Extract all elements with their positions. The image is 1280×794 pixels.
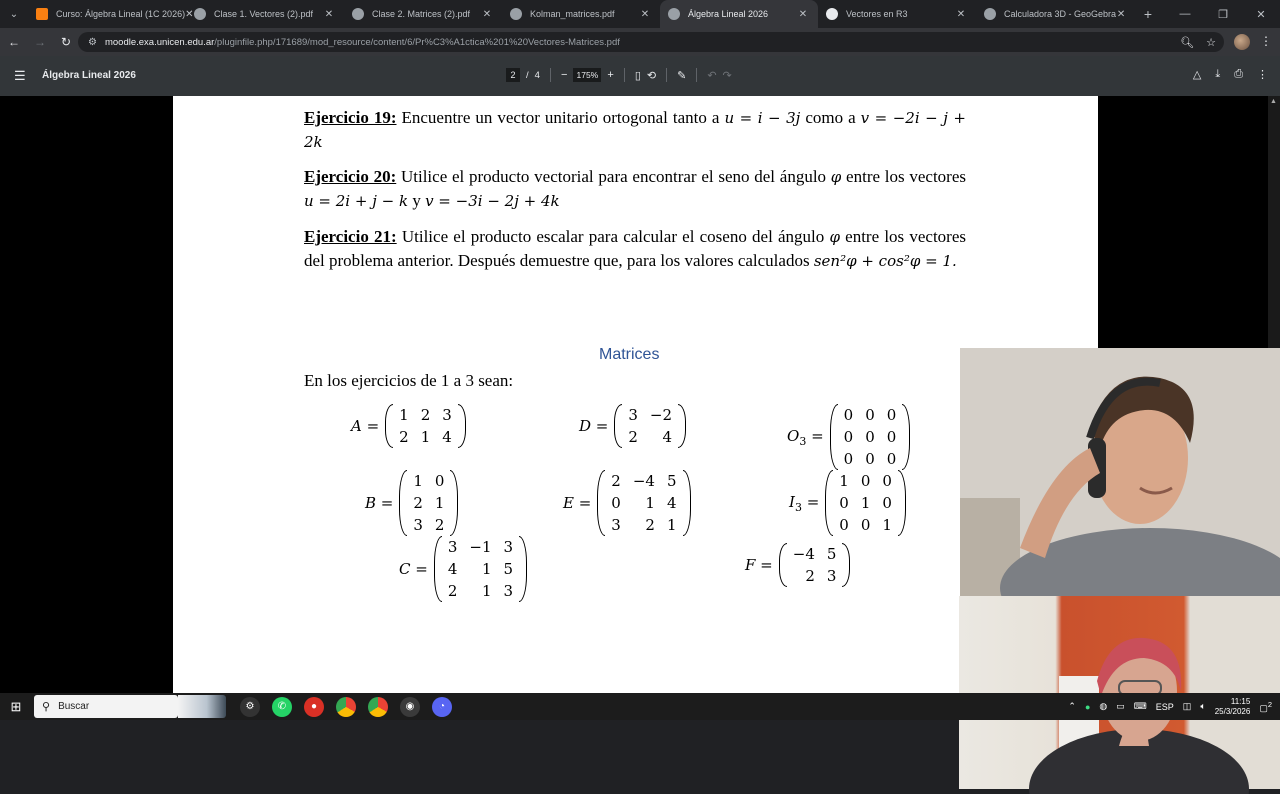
fit-page-icon[interactable]: ▯ — [634, 69, 641, 82]
window-controls — [1166, 0, 1280, 28]
exercise-text: Utilice el producto vectorial para encontrar el seno del ángulo — [396, 167, 831, 186]
matrix-name — [745, 556, 773, 574]
exercise-text: como a — [800, 108, 861, 127]
matrix-cell: 2 — [434, 516, 445, 534]
browser-tab[interactable] — [186, 0, 344, 28]
tab-close-icon[interactable]: ✕ — [185, 8, 194, 20]
matrix-cell: 4 — [666, 494, 677, 512]
pdf-title: Álgebra Lineal 2026 — [42, 70, 136, 81]
matrix-b — [365, 470, 458, 536]
matrix-row — [787, 565, 843, 587]
matrix-cell: 3 — [447, 538, 458, 556]
matrix-label: I — [789, 492, 795, 511]
matrix-label: O — [787, 426, 800, 445]
rotate-icon[interactable]: ⟲ — [646, 69, 657, 82]
matrix-cell: 1 — [645, 494, 655, 512]
section-intro: En los ejercicios de 1 a 3 sean: — [304, 371, 514, 390]
angle-symbol: φ — [829, 228, 840, 246]
tab-title: Vectores en R3 — [846, 9, 908, 19]
matrix-cell: 5 — [503, 560, 514, 578]
matrix-cell: 0 — [843, 406, 854, 424]
section-title: Matrices — [599, 346, 660, 363]
tab-close-icon[interactable]: ✕ — [798, 8, 808, 20]
undo-icon[interactable]: ↶ — [707, 69, 717, 82]
globe-icon — [194, 8, 206, 20]
matrix-row — [838, 426, 903, 448]
obs-icon[interactable]: ◉ — [400, 697, 420, 717]
matrix-e — [563, 470, 691, 536]
matrix-cell: 0 — [882, 472, 892, 490]
matrix-cell: −2 — [649, 406, 673, 424]
matrix-cell: 2 — [447, 582, 458, 600]
chrome-icon[interactable] — [336, 697, 356, 717]
keyboard-icon[interactable]: ⌨ — [1133, 701, 1147, 711]
right-paren — [450, 470, 458, 536]
matrix-label: F = — [745, 556, 773, 574]
left-paren — [385, 404, 393, 448]
matrix-cell: 1 — [399, 406, 409, 424]
minimize-icon[interactable]: — — [1179, 8, 1191, 20]
geogebra-icon — [826, 8, 838, 20]
matrix-cell: 1 — [481, 582, 492, 600]
divider — [696, 68, 697, 82]
network-icon[interactable]: ◫ — [1182, 701, 1192, 711]
matrix-row — [442, 580, 519, 602]
matrix-cell: 1 — [666, 516, 677, 534]
left-paren — [830, 404, 838, 470]
exercise-text: entre los vectores del problema anterior. Después demuestre que, para los valores calculados — [304, 227, 966, 270]
matrix-cell: 1 — [420, 428, 431, 446]
matrix-cell: 3 — [413, 516, 423, 534]
matrix-row — [838, 448, 903, 470]
search-icon: ⚲ — [42, 701, 51, 713]
browser-tab[interactable] — [976, 0, 1134, 28]
matrix-row — [605, 492, 682, 514]
right-paren — [902, 404, 910, 470]
matrix-cell: 2 — [805, 567, 815, 585]
matrix-cell: 0 — [843, 428, 854, 446]
matrix-cell: −4 — [792, 545, 815, 563]
profile-avatar[interactable] — [1234, 34, 1250, 50]
new-tab-button[interactable]: + — [1143, 6, 1153, 22]
matrix-cell: 2 — [611, 472, 621, 490]
windows-start-icon[interactable]: ⊞ — [10, 698, 22, 714]
matrix-row — [605, 514, 682, 536]
matrix-cell: 0 — [882, 494, 892, 512]
right-paren — [898, 470, 906, 536]
right-paren — [519, 536, 527, 602]
matrix-cell: 2 — [413, 494, 423, 512]
matrix-name — [789, 493, 819, 514]
matrix-entries — [442, 536, 519, 602]
exercise-label: Ejercicio 19: — [304, 108, 397, 127]
left-paren — [825, 470, 833, 536]
browser-tab[interactable] — [344, 0, 502, 28]
matrix-row — [833, 514, 898, 536]
exercise-text: Utilice el producto escalar para calcular el coseno del ángulo — [396, 227, 830, 246]
matrix-row — [393, 404, 458, 426]
matrix-o — [787, 404, 910, 470]
matrix-entries — [833, 470, 898, 536]
matrix-cell: 2 — [420, 406, 431, 424]
print-icon[interactable]: ⎙ — [1234, 68, 1243, 80]
close-window-icon[interactable]: ✕ — [1256, 8, 1266, 21]
redo-icon[interactable]: ↷ — [722, 69, 732, 82]
equals-sign: = — [806, 426, 824, 445]
right-paren — [678, 404, 686, 448]
matrix-label: D = — [579, 417, 609, 435]
exercise-19 — [304, 106, 966, 154]
tab-title: Kolman_matrices.pdf — [530, 9, 615, 19]
forward-icon[interactable]: → — [34, 35, 46, 49]
divider — [550, 68, 551, 82]
loading-icon — [984, 8, 996, 20]
browser-menu-icon[interactable]: ⋮ — [1260, 34, 1272, 48]
globe-icon — [352, 8, 364, 20]
url-host: moodle.exa.unicen.edu.ar — [104, 36, 215, 48]
divider — [624, 68, 625, 82]
matrix-i — [789, 470, 906, 536]
reload-icon[interactable]: ↻ — [60, 35, 72, 49]
matrix-cell: 0 — [886, 406, 897, 424]
matrix-label: E = — [563, 494, 592, 512]
matrix-subscript: 3 — [794, 500, 802, 514]
download-icon[interactable]: ⤓ — [1215, 68, 1221, 80]
matrix-cell: 0 — [843, 450, 854, 468]
matrix-cell: 0 — [886, 428, 897, 446]
matrix-name — [365, 494, 393, 512]
matrix-name — [563, 494, 591, 512]
browser-toolbar — [0, 28, 1280, 56]
matrix-cell: 5 — [826, 545, 837, 563]
matrix-cell: 3 — [628, 406, 638, 424]
matrix-cell: 2 — [399, 428, 409, 446]
globe-icon — [668, 8, 680, 20]
browser-tab[interactable] — [818, 0, 976, 28]
matrix-cell: 0 — [865, 428, 875, 446]
whatsapp-icon[interactable]: ✆ — [272, 697, 292, 717]
right-paren — [683, 470, 691, 536]
matrix-cell: 1 — [839, 472, 849, 490]
matrix-cell: 1 — [413, 472, 423, 490]
tray-chevron-icon[interactable]: ⌃ — [1068, 701, 1076, 711]
matrix-cell: 1 — [434, 494, 445, 512]
clock[interactable] — [1215, 697, 1251, 717]
restore-icon[interactable]: ❐ — [1218, 8, 1228, 21]
divider — [666, 68, 667, 82]
matrix-cell: −4 — [632, 472, 655, 490]
matrix-row — [622, 404, 678, 426]
matrix-cell: 2 — [628, 428, 638, 446]
matrix-row — [442, 536, 519, 558]
right-paren — [842, 543, 850, 587]
equals-sign: = — [801, 492, 820, 511]
matrix-cell: 1 — [882, 516, 892, 534]
recorder-icon[interactable]: ● — [304, 697, 324, 717]
tab-close-icon[interactable]: ✕ — [640, 8, 650, 20]
page-separator: / — [526, 69, 529, 81]
matrix-cell: 3 — [503, 538, 514, 556]
search-highlight-image — [178, 695, 226, 718]
matrix-cell: 0 — [865, 450, 875, 468]
left-paren — [399, 470, 407, 536]
pdf-actions — [1193, 68, 1268, 81]
matrix-row — [407, 514, 450, 536]
tab-close-icon[interactable]: ✕ — [956, 8, 966, 20]
page-number-input[interactable]: 2 — [506, 68, 520, 82]
matrix-a — [351, 404, 466, 448]
matrix-name — [351, 417, 379, 435]
matrix-entries — [605, 470, 682, 536]
tray-battery-icon[interactable]: ▭ — [1116, 701, 1125, 711]
taskbar — [0, 693, 1280, 720]
tab-title: Calculadora 3D - GeoGebra — [1004, 9, 1117, 19]
zoom-out-icon[interactable]: − — [560, 69, 568, 81]
matrix-row — [838, 404, 903, 426]
taskbar-apps — [240, 697, 452, 717]
matrix-cell: 4 — [662, 428, 673, 446]
matrix-row — [833, 470, 898, 492]
pdf-more-icon[interactable]: ⋮ — [1257, 69, 1268, 81]
right-paren — [458, 404, 466, 448]
matrix-cell: 1 — [860, 494, 871, 512]
tab-title: Curso: Álgebra Lineal (1C 2026) — [56, 9, 186, 19]
annotate-icon[interactable]: ✎ — [677, 69, 687, 82]
matrix-f — [745, 543, 850, 587]
vector-u: u = 2i + j − k — [304, 192, 409, 210]
tray-app-icon[interactable]: ◍ — [1099, 701, 1108, 711]
exercise-label: Ejercicio 20: — [304, 167, 397, 186]
zoom-input[interactable]: 175% — [573, 68, 601, 82]
exercise-20 — [304, 165, 966, 213]
url-path: /pluginfile.php/171689/mod_resource/content/6/Pr%C3%A1ctica%201%20Vectores-Matrices.pdf — [214, 36, 620, 48]
drive-icon[interactable]: △ — [1192, 69, 1202, 81]
matrix-cell: 0 — [839, 516, 849, 534]
left-paren — [434, 536, 442, 602]
matrix-row — [442, 558, 519, 580]
left-paren — [597, 470, 605, 536]
matrix-cell: 3 — [503, 582, 514, 600]
matrix-cell: 0 — [839, 494, 849, 512]
viewer-left-margin — [0, 96, 173, 693]
chrome-profile-icon[interactable] — [368, 697, 388, 717]
clock-time: 11:15 — [1230, 696, 1251, 706]
system-tray — [1068, 693, 1272, 720]
matrix-cell: 4 — [447, 560, 458, 578]
matrix-cell: 4 — [442, 428, 452, 446]
address-bar[interactable] — [78, 32, 1224, 52]
bookmark-star-icon[interactable]: ☆ — [1206, 36, 1216, 49]
matrix-cell: 2 — [645, 516, 655, 534]
exercise-text: y — [408, 191, 426, 210]
tab-title: Clase 1. Vectores (2).pdf — [214, 9, 314, 19]
matrix-cell: 3 — [611, 516, 621, 534]
matrix-cell: 0 — [434, 472, 445, 490]
matrix-entries — [787, 543, 843, 587]
matrix-label: A = — [351, 417, 380, 435]
pdf-toolbar — [0, 56, 1280, 96]
sidebar-menu-icon[interactable]: ☰ — [14, 68, 26, 83]
matrix-name — [579, 417, 608, 435]
vector-v: v = −2i − j + 2k — [304, 109, 966, 151]
discord-icon[interactable]: ◔ — [432, 697, 452, 717]
tab-strip — [0, 0, 1280, 28]
matrix-row — [407, 470, 450, 492]
settings-icon[interactable]: ⚙ — [240, 697, 260, 717]
matrix-cell: 0 — [886, 450, 897, 468]
matrix-subscript: 3 — [799, 434, 807, 448]
webcam-person-1 — [960, 348, 1280, 596]
matrix-row — [622, 426, 678, 448]
angle-symbol: φ — [830, 168, 842, 186]
matrix-cell: 0 — [860, 516, 871, 534]
browser-tab[interactable] — [28, 0, 194, 28]
matrix-entries — [622, 404, 678, 448]
vector-u: u = i − 3j — [724, 109, 801, 127]
matrix-label: C = — [399, 560, 428, 578]
tab-close-icon[interactable]: ✕ — [1116, 8, 1126, 20]
exercise-text: entre los vectores — [841, 167, 967, 186]
notifications-icon[interactable]: ▢$^2$ — [1259, 699, 1272, 713]
left-paren — [779, 543, 787, 587]
matrix-cell: 1 — [481, 560, 492, 578]
search-placeholder: Buscar — [58, 701, 90, 712]
matrix-row — [833, 492, 898, 514]
browser-tab[interactable] — [502, 0, 660, 28]
tray-status-icon[interactable]: ● — [1084, 701, 1091, 712]
matrix-c — [399, 536, 527, 602]
notification-count: 2 — [1267, 699, 1272, 709]
tab-close-icon[interactable]: ✕ — [482, 8, 492, 20]
back-icon[interactable]: ← — [8, 35, 20, 49]
tab-title: Clase 2. Matrices (2).pdf — [372, 9, 471, 19]
matrix-name — [399, 560, 428, 578]
matrix-entries — [407, 470, 450, 536]
matrix-cell: −1 — [469, 538, 492, 556]
tab-title: Álgebra Lineal 2026 — [688, 9, 769, 19]
exercise-21 — [304, 225, 966, 273]
browser-tab[interactable] — [660, 0, 818, 28]
matrix-row — [393, 426, 458, 448]
matrix-name — [787, 427, 824, 448]
matrix-cell: 0 — [611, 494, 621, 512]
matrix-d — [579, 404, 686, 448]
tab-close-icon[interactable]: ✕ — [324, 8, 334, 20]
matrix-entries — [393, 404, 458, 448]
tab-search-menu-icon[interactable]: ⌄ — [9, 8, 19, 20]
left-paren — [614, 404, 622, 448]
matrix-label: B = — [365, 494, 394, 512]
matrix-row — [787, 543, 843, 565]
page-total: 4 — [534, 69, 540, 81]
exercise-label: Ejercicio 21: — [304, 227, 397, 246]
zoom-in-icon[interactable]: + — [607, 69, 614, 81]
identity-equation: sen²φ + cos²φ = 1. — [813, 252, 957, 270]
site-info-icon[interactable]: ⚙ — [88, 36, 97, 48]
matrix-cell: 0 — [865, 406, 875, 424]
pdf-pager — [506, 68, 732, 82]
moodle-icon — [36, 8, 48, 20]
pdf-viewer — [0, 96, 1280, 693]
matrix-cell: 3 — [826, 567, 837, 585]
globe-icon — [510, 8, 522, 20]
scroll-up-icon[interactable]: ▲ — [1270, 98, 1277, 105]
matrix-cell: 0 — [860, 472, 871, 490]
taskbar-search[interactable] — [34, 695, 178, 718]
vector-v: v = −3i − 2j + 4k — [425, 192, 560, 210]
exercise-text: Encuentre un vector unitario ortogonal tanto a — [396, 108, 725, 127]
matrix-row — [605, 470, 682, 492]
volume-icon[interactable]: 🔈︎ — [1200, 701, 1206, 711]
matrix-cell: 5 — [666, 472, 677, 490]
zoom-icon[interactable]: 🔍︎ — [1180, 36, 1195, 49]
matrix-row — [407, 492, 450, 514]
matrix-entries — [838, 404, 903, 470]
webcam-feed-1 — [960, 348, 1280, 596]
language-indicator[interactable]: ESP — [1155, 701, 1174, 712]
matrix-cell: 3 — [442, 406, 452, 424]
clock-date: 25/3/2026 — [1214, 706, 1251, 716]
